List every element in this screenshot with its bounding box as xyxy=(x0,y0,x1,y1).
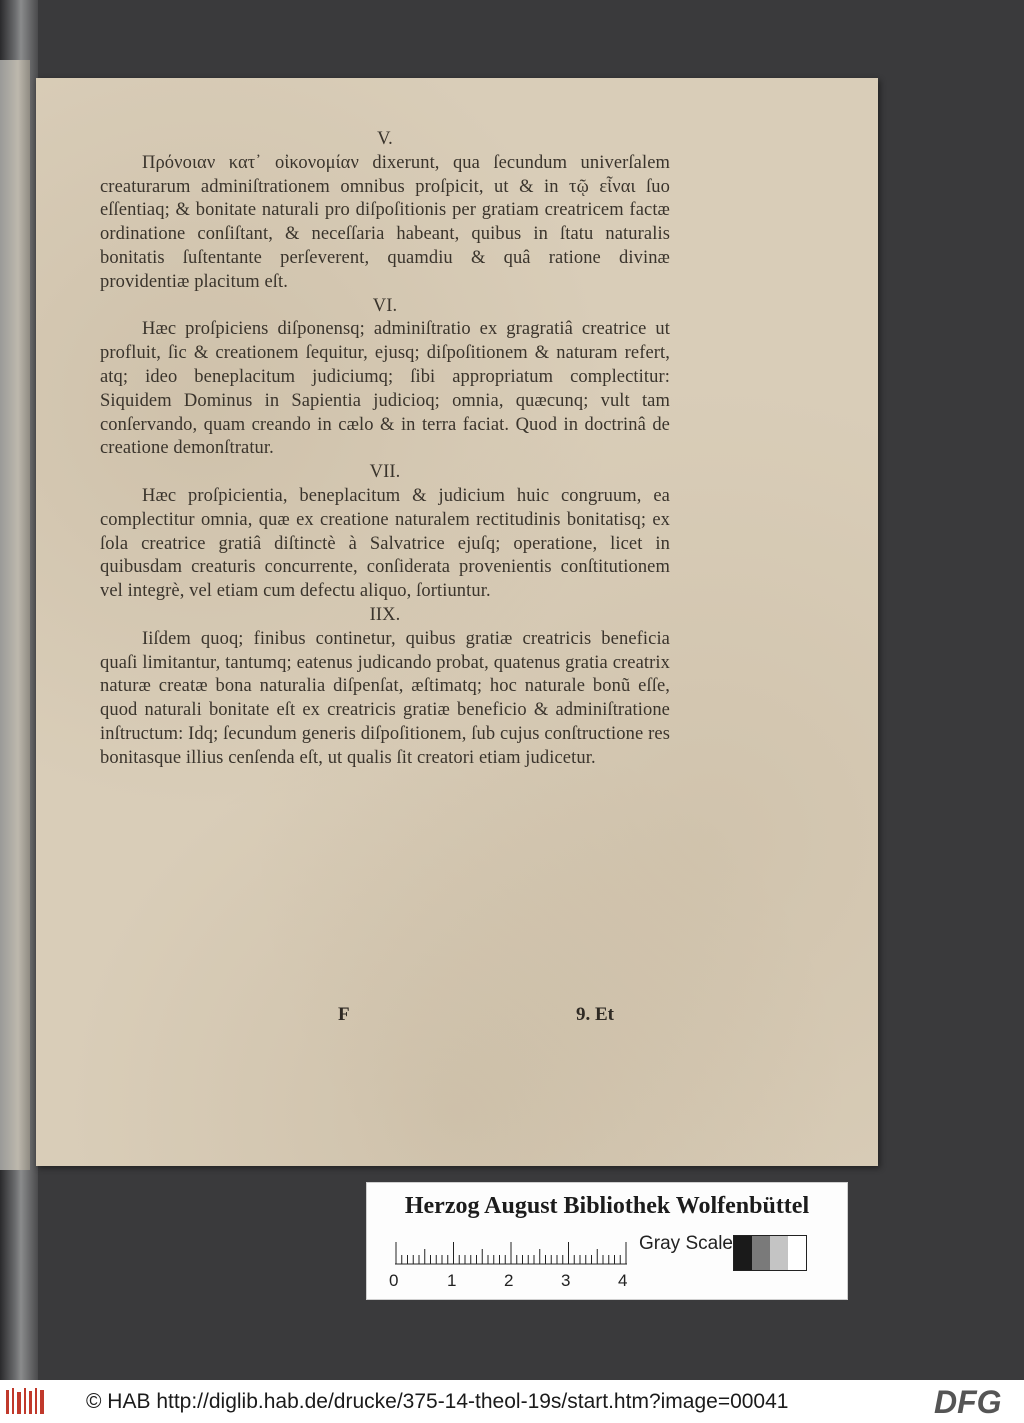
signature-mark: F xyxy=(338,1004,350,1025)
scale-number-4: 4 xyxy=(618,1271,628,1290)
section-text-v: Πρόνοιαν κατ᾽ οἰκονομίαν dixerunt, qua ſecundum univerſalem creaturarum adminiſtrationem omnibus proſpicit, ut & in τῷ εἶναι ſuo eſſentiaq; & bonitate naturali pro diſpoſitionis per gratiam creatricem factæ ordinatione conſiſtant, & neceſſaria habeant, quibus in ſtatu naturalis bonitatis ſuſtentante perſeverent, quamdiu & quâ ratione divinæ providentiæ placitum eſt. xyxy=(100,152,670,292)
previous-page-edge xyxy=(0,60,30,1170)
scale-number-1: 1 xyxy=(447,1271,457,1290)
section-text-vii: Hæc proſpicientia, beneplacitum & judicium huic congruum, ea complectitur omnia, quæ ex creatione naturalem rectitudinis bonitatisq; ex ſola creatrice gratiâ diſtinctè à Salvatrice ejuſq; operatione, licet in quibusdam creaturis concurrente, conſiderata provenientis conſtitutionem vel integrè, vel etiam cum defectu aliquo, ſortiuntur. xyxy=(100,485,670,602)
scale-number-0: 0 xyxy=(389,1271,399,1290)
section-text-iix: Iiſdem quoq; finibus continetur, quibus gratiæ creatricis beneficia quaſi limitantur, tantumq; eatenus judicando probat, quatenus gratia creatrix naturæ creatæ bona naturalia diſpenſat, æſtimatq; hoc naturale bonũ eſſe, quod naturali bonitate eſt ex creatricis gratiæ beneficio & adminiſtratione inſtructum: Idq; ſecundum generis diſpoſitionem, ſub cujus conſtructione res bonitasque illius cenſenda eſt, ut qualis ſit creatori etiam judicetur. xyxy=(100,628,670,768)
page-text xyxy=(100,128,670,771)
gray-scale-label: Gray Scale xyxy=(639,1233,733,1254)
catchword: 9. Et xyxy=(576,1004,614,1025)
section-text-vi: Hæc proſpiciens diſponensq; adminiſtratio ex gragratiâ creatrice ut profluit, ſic & creationem ſequitur, ejusq; diſpoſitionem & naturam refert, atq; ideo beneplacitum judiciumq; ſibi appropriatum complectitur: Siquidem Dominus in Sapientia judicioq; omnia, quæcunq; vult tam conſervando, quam creando in cælo & in terra faciat. Quod in doctrinâ de creatione demonſtratur. xyxy=(100,319,670,459)
scale-number-2: 2 xyxy=(504,1271,514,1290)
gray-swatch-white xyxy=(788,1236,806,1270)
section-heading-vii: VII. xyxy=(369,462,401,483)
gray-swatch-light xyxy=(770,1236,788,1270)
section-heading-v: V. xyxy=(377,129,393,149)
gray-scale-swatch xyxy=(733,1235,807,1271)
book-page xyxy=(36,78,878,1166)
scale-number-3: 3 xyxy=(561,1271,571,1290)
viewer-footer xyxy=(0,1380,1024,1423)
barcode-icon xyxy=(6,1386,46,1416)
gray-swatch-dark xyxy=(752,1236,770,1270)
gray-swatch-black xyxy=(734,1236,752,1270)
copyright-link[interactable]: © HAB http://diglib.hab.de/drucke/375-14-theol-19s/start.htm?image=00041 xyxy=(86,1390,789,1413)
scale-ruler xyxy=(395,1235,635,1265)
section-heading-iix: IIX. xyxy=(369,604,401,625)
section-heading-vi: VI. xyxy=(372,295,398,316)
reference-card xyxy=(366,1182,848,1300)
dfg-logo: DFG xyxy=(934,1384,1002,1420)
library-title: Herzog August Bibliothek Wolfenbüttel xyxy=(404,1193,810,1219)
